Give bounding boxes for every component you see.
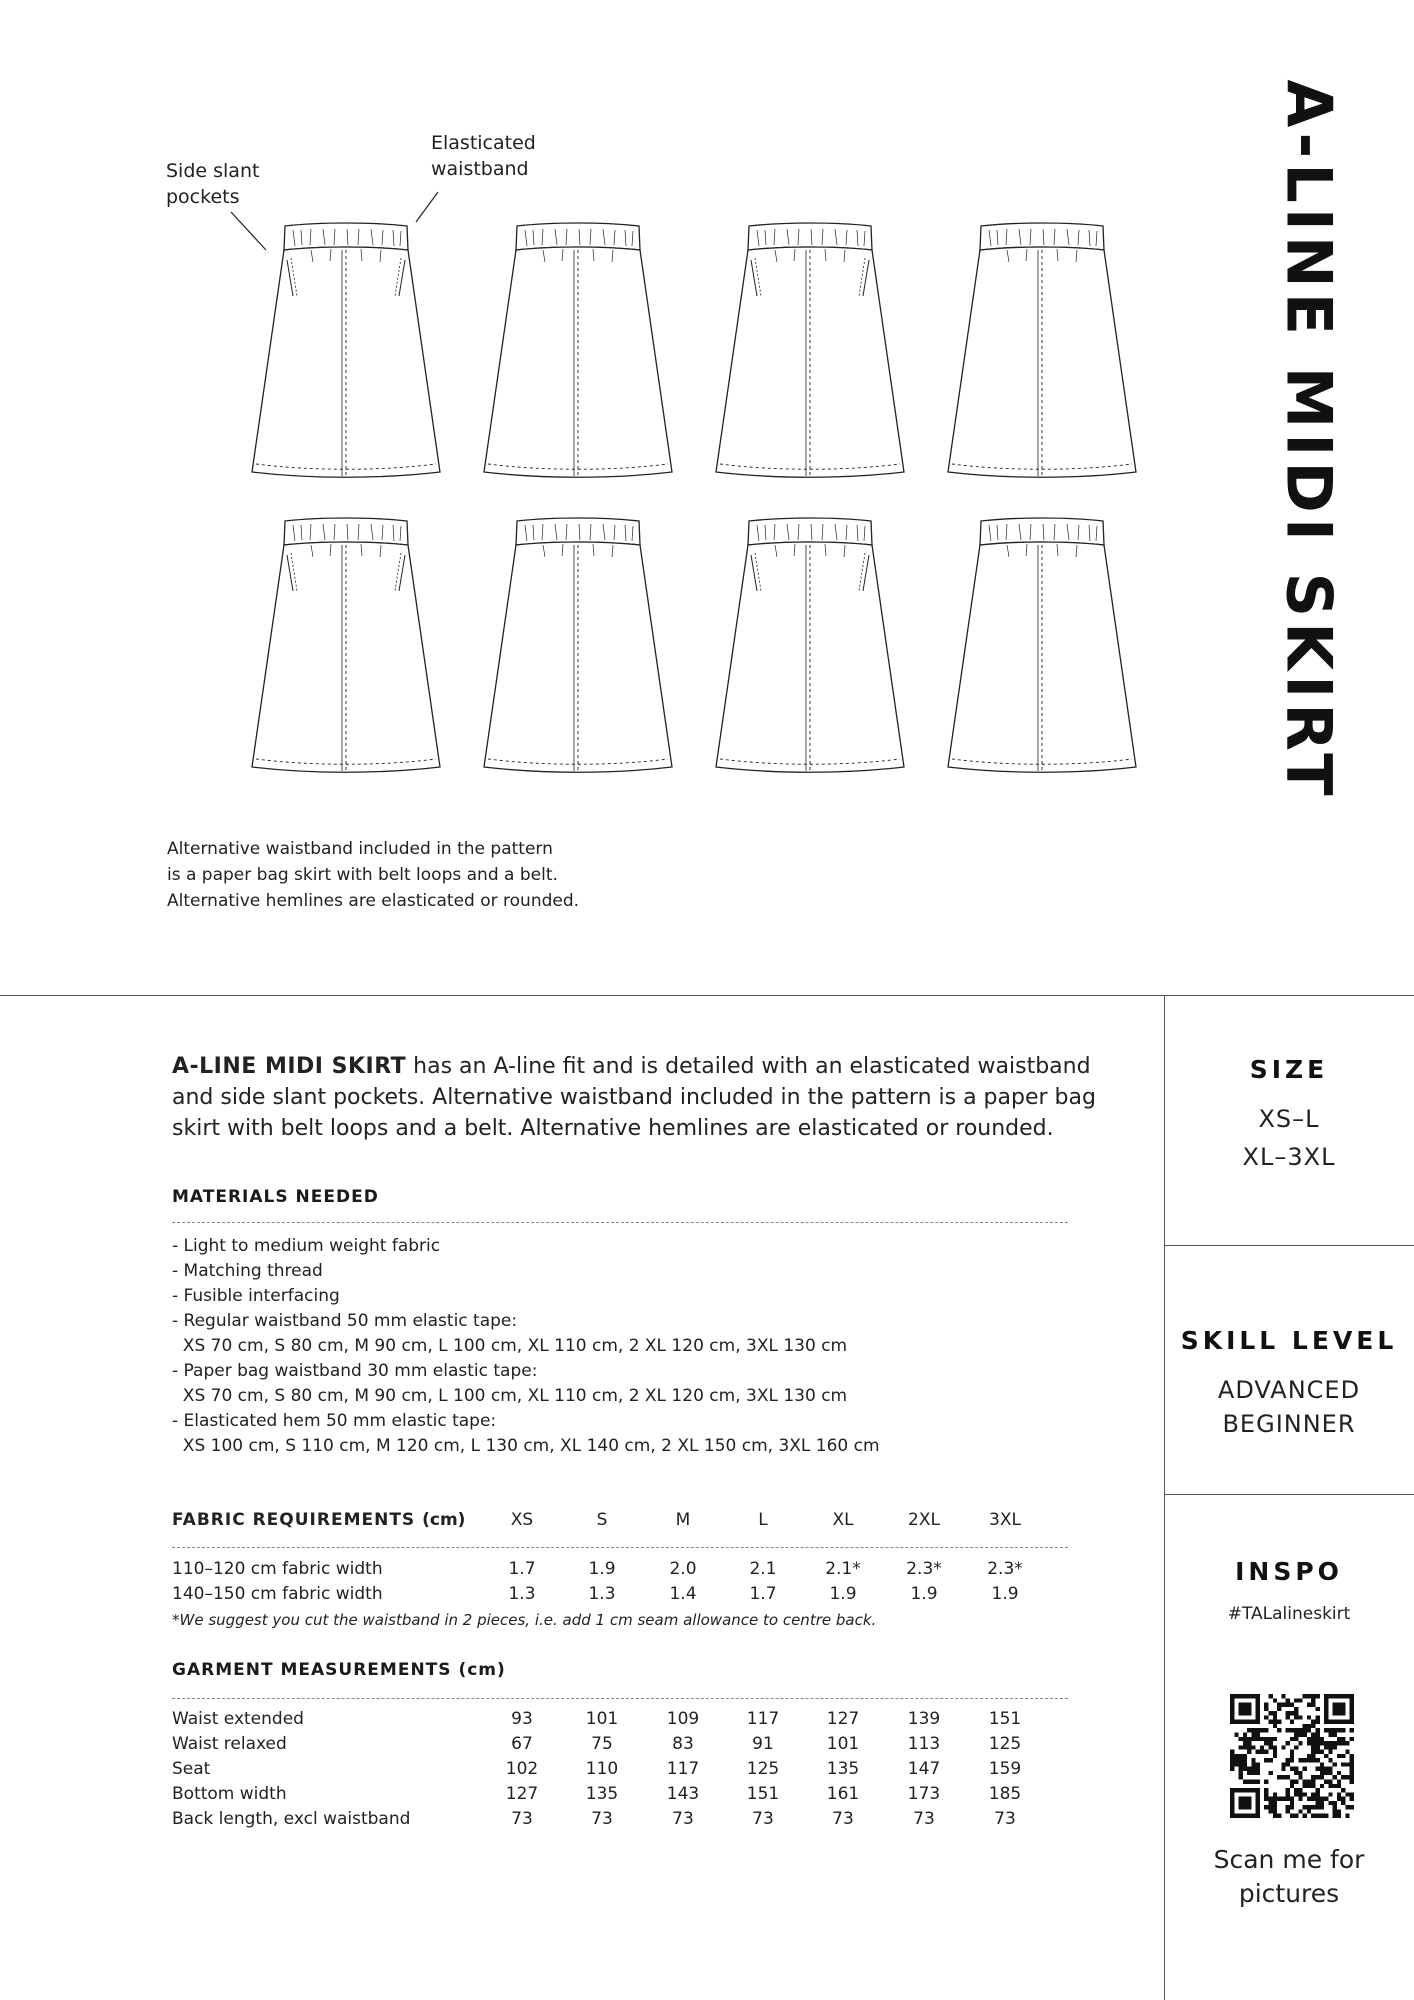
size-col-header: M: [675, 1510, 691, 1530]
size-ranges: [1164, 1102, 1414, 1174]
garment-row-label: Back length, excl waistband: [172, 1809, 411, 1829]
garment-row-value: 102: [505, 1759, 539, 1779]
alternative-note: [167, 836, 579, 914]
fabric-row: [172, 1559, 1068, 1584]
garment-row-value: 67: [511, 1734, 533, 1754]
materials-item: - Regular waistband 50 mm elastic tape:: [172, 1311, 518, 1331]
garment-row-value: 147: [907, 1759, 941, 1779]
garment-row: [172, 1709, 1068, 1734]
garment-row-value: 135: [585, 1784, 619, 1804]
fabric-heading: [172, 1510, 465, 1530]
fabric-row-value: 1.7: [508, 1559, 536, 1579]
fabric-row-value: 1.3: [588, 1584, 616, 1604]
materials-item: - Matching thread: [172, 1261, 323, 1281]
garment-row-value: 139: [907, 1709, 941, 1729]
qr-code[interactable]: [1230, 1694, 1354, 1818]
scan-line: pictures: [1238, 1879, 1340, 1908]
fabric-header-row: [172, 1510, 1068, 1535]
size-range: XL–3XL: [1242, 1143, 1336, 1171]
garment-row-value: 101: [826, 1734, 860, 1754]
materials-item: - Paper bag waistband 30 mm elastic tape:: [172, 1361, 538, 1381]
fabric-row-value: 1.4: [669, 1584, 697, 1604]
fabric-row-label: 140–150 cm fabric width: [172, 1584, 383, 1604]
fabric-row-value: 2.0: [669, 1559, 697, 1579]
garment-row-value: 73: [672, 1809, 694, 1829]
fabric-footnote: *We suggest you cut the waistband in 2 pieces, i.e. add 1 cm seam allowance to centre back.: [172, 1611, 877, 1629]
skill-level: [1164, 1373, 1414, 1441]
fabric-row-value: 2.1*: [825, 1559, 861, 1579]
materials-item: - Light to medium weight fabric: [172, 1236, 441, 1256]
garment-row-value: 151: [988, 1709, 1022, 1729]
fabric-row-value: 1.9: [991, 1584, 1019, 1604]
materials-item: - Elasticated hem 50 mm elastic tape:: [172, 1411, 497, 1431]
fabric-row-value: 1.9: [588, 1559, 616, 1579]
section-divider: [0, 995, 1414, 996]
garment-row-value: 135: [826, 1759, 860, 1779]
intro-paragraph: [172, 1051, 1112, 1144]
alternative-note-line: Alternative hemlines are elasticated or rounded.: [167, 891, 580, 911]
garment-row-value: 73: [994, 1809, 1016, 1829]
garment-row-value: 113: [907, 1734, 941, 1754]
garment-row-label: Seat: [172, 1759, 211, 1779]
dashed-rule: [172, 1222, 1068, 1223]
garment-row-label: Bottom width: [172, 1784, 287, 1804]
size-col-header: L: [758, 1510, 768, 1530]
intro-text: has an A-line fit and is detailed with an elasticated waistband and side slant pockets. Alternative waistband included in the pattern is a paper bag skirt with belt loops and a belt. Alternative hemlines are elasticated or rounded.: [172, 1054, 1096, 1141]
fabric-row-value: 1.7: [749, 1584, 777, 1604]
dashed-rule: [172, 1547, 1068, 1548]
scan-text: [1164, 1843, 1414, 1911]
garment-row-value: 185: [988, 1784, 1022, 1804]
waistband-callout-line: Elasticated: [431, 132, 536, 154]
garment-heading-text: GARMENT MEASUREMENTS: [172, 1660, 452, 1680]
size-col-header: XL: [832, 1510, 854, 1530]
alternative-note-line: Alternative waistband included in the pattern: [167, 839, 553, 859]
inspo-heading: INSPO: [1235, 1557, 1343, 1586]
fabric-unit: (cm): [422, 1510, 466, 1530]
garment-row-value: 110: [585, 1759, 619, 1779]
garment-row-value: 159: [988, 1759, 1022, 1779]
pattern-title-text: A-LINE MIDI SKIRT: [1272, 79, 1346, 801]
garment-row-value: 127: [505, 1784, 539, 1804]
materials-item: XS 100 cm, S 110 cm, M 120 cm, L 130 cm, XL 140 cm, 2 XL 150 cm, 3XL 160 cm: [172, 1436, 880, 1456]
size-col-header: XS: [510, 1510, 534, 1530]
garment-unit: (cm): [458, 1660, 506, 1680]
garment-row-value: 75: [591, 1734, 613, 1754]
fabric-row-label: 110–120 cm fabric width: [172, 1559, 383, 1579]
pockets-callout-line: pockets: [166, 186, 240, 208]
materials-item: XS 70 cm, S 80 cm, M 90 cm, L 100 cm, XL 110 cm, 2 XL 120 cm, 3XL 130 cm: [172, 1336, 848, 1356]
garment-row: [172, 1734, 1068, 1759]
sidebar-divider-2: [1164, 1494, 1414, 1495]
garment-row: [172, 1809, 1068, 1834]
alternative-note-line: is a paper bag skirt with belt loops and a belt.: [167, 865, 558, 885]
hashtag: #TALalineskirt: [1227, 1604, 1351, 1624]
materials-item: - Fusible interfacing: [172, 1286, 340, 1306]
garment-row-value: 73: [591, 1809, 613, 1829]
garment-row-value: 101: [585, 1709, 619, 1729]
scan-line: Scan me for: [1213, 1845, 1365, 1874]
garment-row-value: 173: [907, 1784, 941, 1804]
garment-row-value: 161: [826, 1784, 860, 1804]
garment-row-value: 151: [746, 1784, 780, 1804]
garment-row-value: 93: [511, 1709, 533, 1729]
garment-row-value: 83: [672, 1734, 694, 1754]
garment-row: [172, 1759, 1068, 1784]
skill-line: ADVANCED: [1217, 1376, 1361, 1404]
garment-row-value: 125: [746, 1759, 780, 1779]
garment-row-label: Waist relaxed: [172, 1734, 287, 1754]
intro-product-name: A-LINE MIDI SKIRT: [172, 1054, 407, 1079]
garment-row: [172, 1784, 1068, 1809]
garment-row-value: 109: [666, 1709, 700, 1729]
garment-row-value: 127: [826, 1709, 860, 1729]
materials-heading: MATERIALS NEEDED: [172, 1187, 379, 1207]
fabric-row-value: 2.1: [749, 1559, 777, 1579]
garment-row-value: 73: [752, 1809, 774, 1829]
dashed-rule: [172, 1698, 1068, 1699]
materials-list: [172, 1234, 880, 1459]
garment-row-value: 117: [666, 1759, 700, 1779]
garment-row-value: 73: [913, 1809, 935, 1829]
pockets-callout-line: Side slant: [166, 160, 260, 182]
fabric-row-value: 2.3*: [906, 1559, 942, 1579]
fabric-row-value: 1.9: [910, 1584, 938, 1604]
size-heading: SIZE: [1249, 1055, 1329, 1084]
garment-row-value: 91: [752, 1734, 774, 1754]
garment-row-value: 73: [832, 1809, 854, 1829]
skill-heading: SKILL LEVEL: [1180, 1326, 1398, 1355]
fabric-row-value: 2.3*: [987, 1559, 1023, 1579]
size-col-header: 3XL: [989, 1510, 1021, 1530]
garment-row-value: 125: [988, 1734, 1022, 1754]
garment-heading: [172, 1660, 506, 1680]
materials-item: XS 70 cm, S 80 cm, M 90 cm, L 100 cm, XL 110 cm, 2 XL 120 cm, 3XL 130 cm: [172, 1386, 848, 1406]
size-col-header: 2XL: [908, 1510, 940, 1530]
garment-row-label: Waist extended: [172, 1709, 304, 1729]
fabric-row-value: 1.3: [508, 1584, 536, 1604]
size-col-header: S: [596, 1510, 608, 1530]
fabric-heading-text: FABRIC REQUIREMENTS: [172, 1510, 416, 1530]
garment-row-value: 143: [666, 1784, 700, 1804]
pattern-title: [1244, 79, 1374, 801]
sidebar-divider-1: [1164, 1245, 1414, 1246]
skill-line: BEGINNER: [1222, 1410, 1356, 1438]
garment-row-value: 73: [511, 1809, 533, 1829]
size-range: XS–L: [1258, 1105, 1320, 1133]
waistband-callout-line: waistband: [431, 158, 529, 180]
fabric-row: [172, 1584, 1068, 1609]
fabric-row-value: 1.9: [829, 1584, 857, 1604]
garment-row-value: 117: [746, 1709, 780, 1729]
skirt-flats-illustration: [0, 0, 1160, 800]
